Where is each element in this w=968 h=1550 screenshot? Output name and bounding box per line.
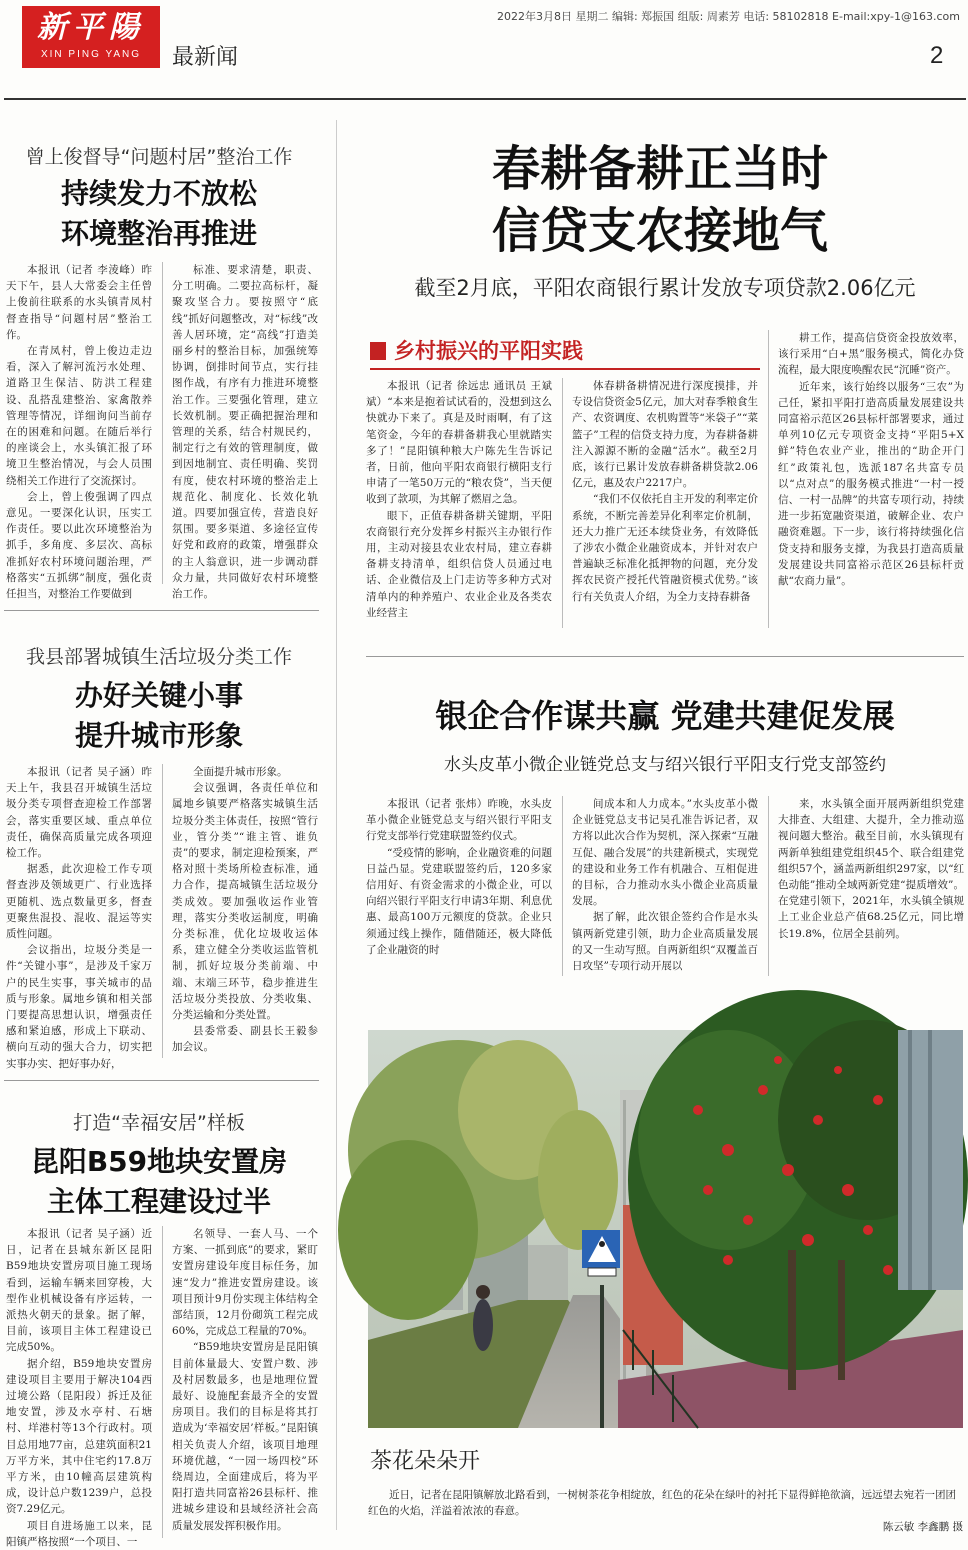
story4-column-3 xyxy=(778,796,964,1006)
story2-headline-line1: 办好关键小事 xyxy=(74,679,243,712)
story4-headline: 银企合作谋共赢 党建共建促发展 xyxy=(435,697,895,735)
camellia-photo-art xyxy=(368,1030,963,1428)
photo-credit: 陈云敏 李鑫鹏 摄 xyxy=(882,1521,963,1533)
column-divider xyxy=(768,330,769,628)
paragraph: 本报讯（记者 吴子涵）近日，记者在县城东新区昆阳B59地块安置房项目施工现场看到，运输车辆来回穿梭，大型作业机械设备有序运转，一派热火朝天的景象。据了解，目前，该项目主体工程建设已完成50%。 xyxy=(6,1228,152,1354)
story1-headline xyxy=(4,174,314,254)
paragraph: 来，水头镇全面开展两新组织党建大排查、大组建、大提升，全力推动巡视问题大整治。截至目前，水头镇现有两新单独组建党组织45个、联合组建党组织57个，涵盖两新组织297家，以“红色动能”推动全域两新党建“提质增效”。在党建引领下，2021年，水头镇全镇规上工业企业总产值68.25亿元，同比增长19.8%，位居全县前列。 xyxy=(778,798,964,940)
paragraph: 间成本和人力成本。”水头皮革小微企业链党总支书记吴孔准告诉记者，双方将以此次合作为契机，深入探索“互融互促、融合发展”的共建新模式，实现党的建设和业务工作有机融合、互相促进的目标，合力推动水头小微企业高质量发展。 xyxy=(572,798,758,908)
paragraph: 本报讯（记者 李淩峰）昨天下午，县人大常委会主任曾上俊前往联系的水头镇青凤村督查指导“问题村居”整治工作。 xyxy=(6,264,152,341)
paragraph: 据了解，此次银企签约合作是水头镇两新党建引领，助力企业高质量发展的又一生动写照。自两新组织“双覆盖百日攻坚”专项行动开展以 xyxy=(572,911,758,973)
story4-subhead: 水头皮革小微企业链党总支与绍兴银行平阳支行党支部签约 xyxy=(444,755,886,775)
paragraph: 本报讯（记者 张炜）昨晚，水头皮革小微企业链党总支与绍兴银行平阳支行党支部举行党建联盟签约仪式。 xyxy=(366,798,552,843)
story1-column-2 xyxy=(172,262,318,601)
masthead-logo xyxy=(22,6,160,68)
paragraph: 会上，曾上俊强调了四点意见。一要深化认识，压实工作责任。要以此次环境整治为抓手，多角度、多层次、高标准抓好农村环境问题治理，严格落实“五抓绑”制度，强化责任担当，对整治工作要做到 xyxy=(6,490,152,601)
lead-column-1 xyxy=(366,378,552,628)
section-name: 最新闻 xyxy=(172,45,239,70)
story2-column-2 xyxy=(172,764,318,1058)
section-divider xyxy=(336,120,337,1530)
logo-subtitle: XIN PING YANG xyxy=(40,49,142,60)
column-divider xyxy=(162,1226,163,1538)
lead-headline-line2: 信贷支农接地气 xyxy=(491,203,828,259)
story2-headline xyxy=(4,676,314,756)
column-divider xyxy=(562,378,563,628)
story1-column-1 xyxy=(6,262,152,601)
column-divider xyxy=(768,796,769,976)
lead-column-3 xyxy=(778,330,964,628)
paragraph: 据悉，此次迎检工作专项督查涉及领域更广、行业选择更随机、选点数量更多，督查更聚焦混投、混收、混运等实质性问题。 xyxy=(6,863,152,941)
story3-headline-line2: 主体工程建设过半 xyxy=(46,1185,271,1218)
paragraph: 项目自进场施工以来，昆阳镇严格按照“一个项目、一 xyxy=(6,1519,152,1548)
column-tag xyxy=(370,336,760,370)
page-number: 2 xyxy=(930,42,944,69)
photo-caption-text: 近日，记者在昆阳镇解放北路看到，一树树茶花争相绽放，红色的花朵在绿叶的衬托下显得鲜艳欲滴，远远望去宛若一团团红色的火焰，洋溢着浓浓的春意。 xyxy=(368,1489,956,1517)
column-divider xyxy=(562,796,563,976)
paragraph: 本报讯（记者 吴子涵）昨天上午，我县召开城镇生活垃圾分类专项督查迎检工作部署会，落实重要区域、重点单位责任，确保高质量完成各项迎检工作。 xyxy=(6,766,152,860)
photo-caption-title: 茶花朵朵开 xyxy=(370,1449,481,1474)
issue-meta: 2022年3月8日 星期二 编辑: 郑振国 组版: 周素芳 电话: 58102818 E-mail:xpy-1@163.com xyxy=(496,10,960,23)
paragraph: 在青凤村，曾上俊边走边看，深入了解河流污水处理、道路卫生保洁、防洪工程建设、乱搭乱建整治、家禽散养管理等情况，详细询问当前存在的困难和问题。在随后举行的座谈会上，水头镇汇报了环境卫生整治情况，与会人员围绕相关工作进行了交流探讨。 xyxy=(6,345,152,487)
lead-headline xyxy=(400,138,920,262)
tag-square-icon xyxy=(370,342,386,360)
lead-subhead: 截至2月底，平阳农商银行累计发放专项贷款2.06亿元 xyxy=(414,276,916,300)
paragraph: 据介绍，B59地块安置房建设项目主要用于解决104西过境公路（昆阳段）拆迁及征地安置，涉及水亭村、石塘村、垟港村等13个行政村。项目总用地77亩，总建筑面积21万平方米，其中住宅约17.8万平方米，由10幢高层建筑构成，设计总户数1239户，总投资7.29亿元。 xyxy=(6,1357,152,1516)
story-divider xyxy=(4,1080,319,1081)
paragraph: 会议强调，各责任单位和属地乡镇要严格落实城镇生活垃圾分类主体责任，按照“管行业，管分类”“谁主管、谁负责”的要求，制定迎检预案，严格对照十类场所检查标准，通力合作，提高城镇生活垃圾分类成效。要加强收运作业管理，落实分类收运制度，明确分类标准，优化垃圾收运体系，建立健全分类收运监管机制，抓好垃圾分类前端、中端、末端三环节，稳步推进生活垃圾分类投放、分类收集、分类运输和分类处置。 xyxy=(172,782,318,1022)
story4-column-2 xyxy=(572,796,758,1006)
paragraph: 本报讯（记者 徐远忠 通讯员 王斌斌）“本来是抱着试试看的，没想到这么快就办下来了。真是及时雨啊，有了这笔资金，今年的春耕备耕我心里就踏实多了！”昆阳镇种粮大户陈先生告诉记者，日前，他向平阳农商银行横阳支行申请了一笔50万元的“粮农贷”，当天便收到了款项，为其解了燃眉之急。 xyxy=(366,380,552,506)
column-tag-label: 乡村振兴的平阳实践 xyxy=(394,339,583,363)
paragraph: 全面提升城市形象。 xyxy=(193,766,288,778)
paragraph: 名领导、一套人马、一个方案、一抓到底”的要求，紧盯安置房建设年度目标任务，加速“发力”推进安置房建设。该项目预计9月份实现主体结构全部结顶，12月份砌筑工程完成60%，完成总工程量的70%。 xyxy=(172,1228,318,1338)
paragraph: 眼下，正值春耕备耕关键期，平阳农商银行充分发挥乡村振兴主办银行作用，主动对接县农业农村局，建立春耕备耕支持清单，组织信贷人员通过电话、企业微信及上门走访等多种方式对清单内的种养殖户、农业企业及各类农业经营主 xyxy=(366,509,552,619)
paragraph: 标准、要求清楚，职责、分工明确。二要拉高标杆，凝聚攻坚合力。要按照守“底线”抓好问题整改，对“标线”改善人居环境，定“高线”打造美丽乡村的整治目标，加强统筹协调，倒排时间节点，实行挂图作战，有序有力推进环境整治工作。三要强化管理，建立长效机制。要正确把握治理和管理的关系，结合村规民约，制定行之有效的管理制度，做到因地制宜、责任明确、奖罚有度，使农村环境的整治走上规范化、制度化、长效化轨道。四要加强宣传，营造良好氛围。要多渠道、多途径宣传好党和政府的政策，增强群众的主人翁意识，进一步调动群众力量，共同做好农村环境整治工作。 xyxy=(172,264,318,601)
lead-headline-line1: 春耕备耕正当时 xyxy=(491,141,828,197)
masthead-rule xyxy=(4,98,966,100)
story2-kicker: 我县部署城镇生活垃圾分类工作 xyxy=(25,646,292,668)
lead-column-2 xyxy=(572,378,758,628)
story3-column-1 xyxy=(6,1226,152,1548)
story3-headline xyxy=(4,1142,314,1222)
paragraph: “我们不仅依托自主开发的利率定价系统，不断完善差异化利率定价机制，还大力推广无还本续贷业务，有效降低了涉农小微企业融资成本，并针对农户普遍缺乏标准化抵押物的问题，充分发挥农民资产授托代管融资模式优势。”该行有关负责人介绍，为全力支持春耕备 xyxy=(572,493,758,603)
paragraph: “受疫情的影响，企业融资难的问题日益凸显。党建联盟签约后，120多家信用好、有资金需求的小微企业，可以向绍兴银行平阳支行申请3年期、利息优惠、最高100万元额度的贷款。企业只须通过线上操作，随借随还，极大降低了企业融资的时 xyxy=(366,846,552,956)
paragraph: 县委常委、副县长王毅参加会议。 xyxy=(172,1025,318,1054)
story-divider xyxy=(366,656,964,657)
story1-kicker: 曾上俊督导“问题村居”整治工作 xyxy=(25,146,293,168)
story2-column-1 xyxy=(6,764,152,1070)
column-divider xyxy=(162,262,163,584)
paragraph: 会议指出，垃圾分类是一件“关键小事”，是涉及千家万户的民生实事，事关城市的品质与形象。属地乡镇和相关部门要提高思想认识，增强责任感和紧迫感，形成上下联动、横向互动的强大合力，切实把实事办实、把好事办好， xyxy=(6,944,152,1070)
paragraph: 体春耕备耕情况进行深度摸排，并专设信贷资金5亿元，加大对春季粮食生产、农资调度、农机购置等“米袋子”“菜篮子”工程的信贷支持力度，为春耕备耕注入源源不断的金融“活水”。截至2月底，该行已累计发放春耕备耕贷款2.06亿元，惠及农户2217户。 xyxy=(572,380,758,490)
column-divider xyxy=(162,764,163,1058)
paragraph: “B59地块安置房是昆阳镇目前体量最大、安置户数、涉及村居数最多，也是地理位置最好、设施配套最齐全的安置房项目。我们的目标是将其打造成为‘幸福安居’样板。”昆阳镇相关负责人介绍，该项目地理环境优越，“一园一场四校”环绕周边，全面建成后，将为平阳打造共同富裕26县标杆、推进城乡建设和县域经济社会高质量发展发挥积极作用。 xyxy=(172,1341,318,1532)
story1-headline-line1: 持续发力不放松 xyxy=(60,177,257,210)
story3-column-2 xyxy=(172,1226,318,1538)
story2-headline-line2: 提升城市形象 xyxy=(74,719,243,752)
camellia-photo xyxy=(368,1030,963,1428)
story-divider xyxy=(4,610,319,611)
paragraph: 近年来，该行始终以服务“三农”为己任，紧扣平阳打造高质量发展建设共同富裕示范区26县标杆部署要求，通过单列10亿元专项资金支持“平阳5+X鲜”特色农业产业，推出的“助企开门红”政策礼包，选派187名共富专员以“点对点”的服务模式推进“一村一授信、一村一品牌”的共富专项行动，持续进一步拓宽融资渠道，破解企业、农户融资难题。下一步，该行将持续强化信贷支持和服务支撑，为我县打造高质量发展建设共同富裕示范区26县标杆贡献“农商力量”。 xyxy=(778,380,964,588)
paragraph: 耕工作，提高信贷资金投放效率，该行采用“白+黑”服务模式，简化办贷流程，最大限度唤醒农民“沉睡”资产。 xyxy=(778,332,964,377)
story4-column-1 xyxy=(366,796,552,1006)
story3-headline-line1: 昆阳B59地块安置房 xyxy=(30,1145,288,1178)
story1-headline-line2: 环境整治再推进 xyxy=(60,217,257,250)
logo-title: 新平陽 xyxy=(37,10,145,45)
photo-caption xyxy=(368,1487,963,1535)
story3-kicker: 打造“幸福安居”样板 xyxy=(73,1112,245,1134)
